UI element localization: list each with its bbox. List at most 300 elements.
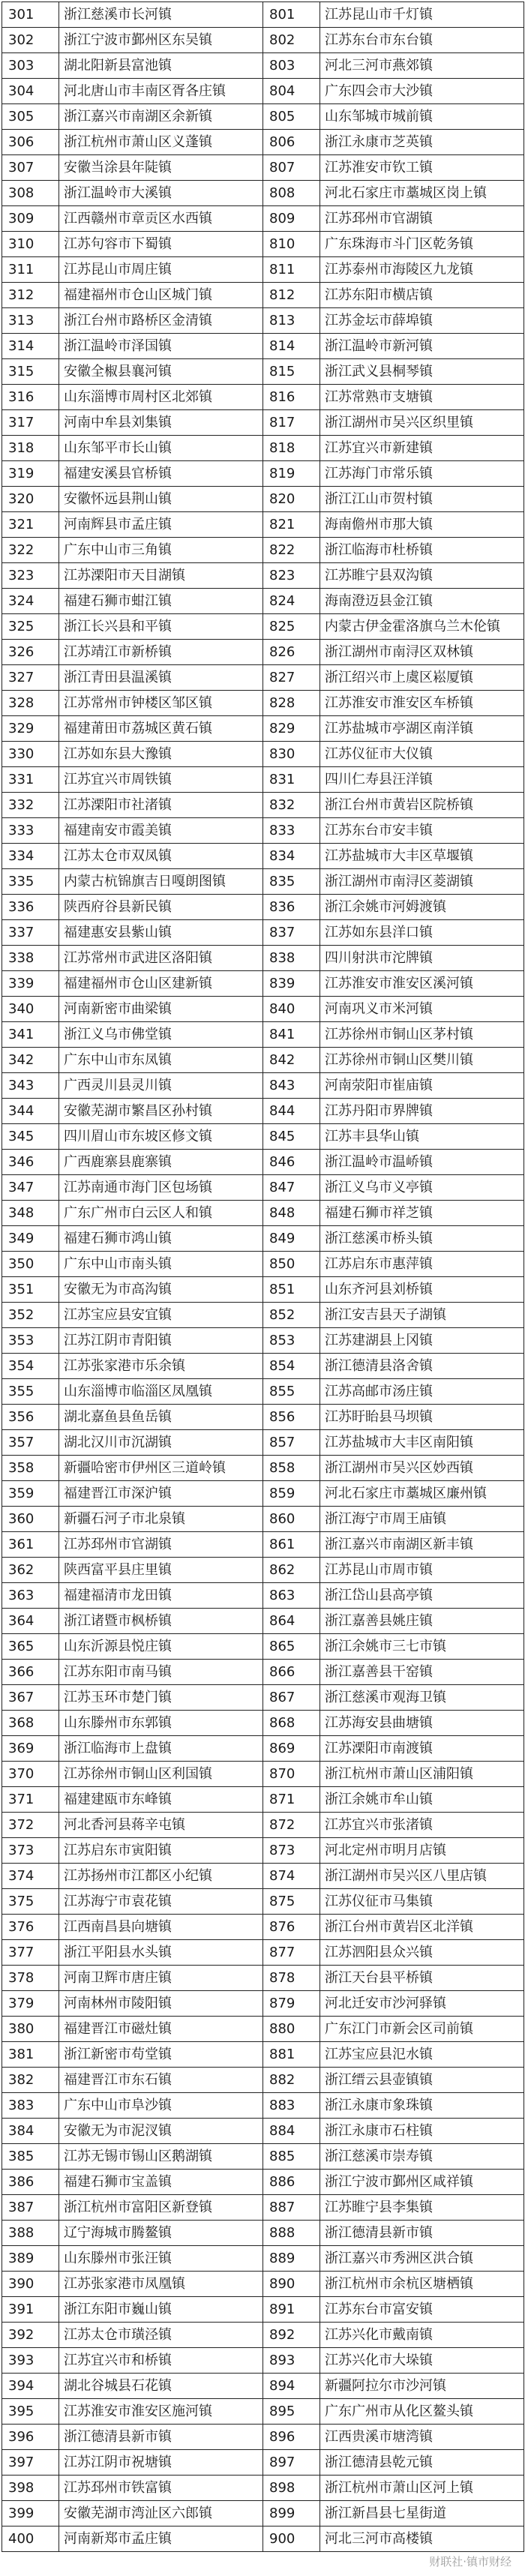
town-name-cell: 辽宁海城市腾鳌镇 [59,2221,263,2246]
town-name-cell: 浙江德清县洛舍镇 [320,1354,524,1379]
rank-cell: 881 [263,2042,320,2068]
table-row [2,436,524,461]
town-name-cell: 江苏邳州市官湖镇 [59,1532,263,1558]
rank-cell: 832 [263,793,320,818]
table-row [2,716,524,742]
rank-cell: 894 [263,2374,320,2399]
town-name-cell: 福建建瓯市东峰镇 [59,1787,263,1813]
rank-cell: 840 [263,997,320,1022]
town-name-cell: 福建石狮市祥芝镇 [320,1201,524,1226]
rank-cell: 308 [2,181,59,206]
town-name-cell: 山东滕州市东郭镇 [59,1711,263,1736]
table-row [2,1124,524,1150]
rank-cell: 328 [2,691,59,716]
rank-cell: 375 [2,1889,59,1915]
table-row [2,589,524,614]
town-name-cell: 山东淄博市周村区北郊镇 [59,385,263,410]
table-row [2,232,524,257]
rank-cell: 864 [263,1609,320,1634]
rank-cell: 327 [2,665,59,691]
rank-cell: 877 [263,1940,320,1966]
rank-cell: 387 [2,2195,59,2221]
watermark: 财联社·镇市财经 [426,2553,514,2570]
table-row [2,1889,524,1915]
table-row [2,563,524,589]
rank-cell: 808 [263,181,320,206]
rank-cell: 817 [263,410,320,436]
rank-cell: 304 [2,79,59,104]
rank-cell: 315 [2,359,59,385]
town-name-cell: 江苏玉环市楚门镇 [59,1685,263,1711]
table-row [2,2093,524,2119]
town-name-cell: 浙江永康市芝英镇 [320,130,524,155]
rank-cell: 310 [2,232,59,257]
town-name-cell: 江苏启东市寅阳镇 [59,1838,263,1864]
town-name-cell: 江苏淮安市钦工镇 [320,155,524,181]
table-row [2,2476,524,2501]
town-name-cell: 江西贵溪市塘湾镇 [320,2425,524,2450]
table-row [2,691,524,716]
town-name-cell: 安徽怀远县荆山镇 [59,487,263,512]
rank-cell: 341 [2,1022,59,1048]
rank-cell: 396 [2,2425,59,2450]
table-row [2,1940,524,1966]
town-name-cell: 海南澄迈县金江镇 [320,589,524,614]
rank-cell: 353 [2,1328,59,1354]
town-name-cell: 浙江台州市黄岩区北洋镇 [320,1915,524,1940]
town-name-cell: 浙江湖州市南浔区双林镇 [320,640,524,665]
town-name-cell: 江苏常州市钟楼区邹区镇 [59,691,263,716]
rank-cell: 866 [263,1660,320,1685]
rank-cell: 358 [2,1456,59,1481]
rank-cell: 855 [263,1379,320,1405]
town-name-cell: 河北定州市明月店镇 [320,1838,524,1864]
rank-cell: 825 [263,614,320,640]
table-row [2,1813,524,1838]
rank-cell: 867 [263,1685,320,1711]
rank-cell: 804 [263,79,320,104]
rank-cell: 827 [263,665,320,691]
table-row [2,2195,524,2221]
rank-cell: 378 [2,1966,59,1991]
table-row [2,742,524,767]
table-row [2,1481,524,1507]
town-name-cell: 广东中山市三角镇 [59,538,263,563]
town-name-cell: 浙江宁波市鄞州区东吴镇 [59,28,263,53]
rank-cell: 863 [263,1583,320,1609]
rank-cell: 394 [2,2374,59,2399]
rank-cell: 848 [263,1201,320,1226]
rank-cell: 886 [263,2170,320,2195]
table-row [2,1583,524,1609]
table-row [2,181,524,206]
table-row [2,1430,524,1456]
town-name-cell: 江苏仪征市大仪镇 [320,742,524,767]
table-row [2,1252,524,1277]
town-name-cell: 河南新郑市孟庄镇 [59,2527,263,2552]
town-name-cell: 陕西富平县庄里镇 [59,1558,263,1583]
rank-cell: 842 [263,1048,320,1073]
table-row [2,206,524,232]
table-row [2,28,524,53]
town-name-cell: 浙江杭州市富阳区新登镇 [59,2195,263,2221]
rank-cell: 815 [263,359,320,385]
rank-cell: 329 [2,716,59,742]
table-row [2,2323,524,2348]
town-name-cell: 广东广州市从化区鳌头镇 [320,2399,524,2425]
town-name-cell: 山东齐河县刘桥镇 [320,1277,524,1303]
town-name-cell: 广西灵川县灵川镇 [59,1073,263,1099]
table-row [2,1685,524,1711]
rank-cell: 398 [2,2476,59,2501]
table-row [2,79,524,104]
rank-cell: 822 [263,538,320,563]
rank-cell: 363 [2,1583,59,1609]
town-name-cell: 陕西府谷县新民镇 [59,895,263,920]
rank-cell: 381 [2,2042,59,2068]
town-name-cell: 浙江杭州市萧山区浦阳镇 [320,1762,524,1787]
town-name-cell: 江苏丹阳市界牌镇 [320,1099,524,1124]
rank-cell: 851 [263,1277,320,1303]
town-name-cell: 江苏启东市惠萍镇 [320,1252,524,1277]
rank-cell: 397 [2,2450,59,2476]
rank-cell: 826 [263,640,320,665]
table-row [2,283,524,308]
table-row [2,2221,524,2246]
town-name-cell: 江苏太仓市双凤镇 [59,844,263,869]
town-name-cell: 河南巩义市米河镇 [320,997,524,1022]
town-name-cell: 江苏如东县大豫镇 [59,742,263,767]
table-row [2,767,524,793]
town-name-cell: 浙江义乌市佛堂镇 [59,1022,263,1048]
rank-cell: 390 [2,2272,59,2297]
rank-cell: 393 [2,2348,59,2374]
town-name-cell: 安徽无为市泥汊镇 [59,2119,263,2144]
town-name-cell: 浙江缙云县壶镇镇 [320,2068,524,2093]
rank-cell: 399 [2,2501,59,2527]
table-row [2,130,524,155]
rank-cell: 345 [2,1124,59,1150]
table-row [2,2144,524,2170]
town-name-cell: 江苏泰州市海陵区九龙镇 [320,257,524,283]
rank-cell: 309 [2,206,59,232]
rank-cell: 320 [2,487,59,512]
town-name-cell: 浙江天台县平桥镇 [320,1966,524,1991]
town-name-cell: 福建石狮市鸿山镇 [59,1226,263,1252]
rank-cell: 317 [2,410,59,436]
rank-cell: 348 [2,1201,59,1226]
table-row [2,1048,524,1073]
table-row [2,2042,524,2068]
rank-cell: 324 [2,589,59,614]
town-name-cell: 山东邹城市城前镇 [320,104,524,130]
town-name-cell: 浙江慈溪市观海卫镇 [320,1685,524,1711]
table-row [2,2527,524,2552]
rank-cell: 889 [263,2246,320,2272]
rank-cell: 892 [263,2323,320,2348]
town-name-cell: 浙江台州市路桥区金清镇 [59,308,263,334]
town-name-cell: 浙江温岭市温峤镇 [320,1150,524,1175]
town-name-cell: 新疆石河子市北泉镇 [59,1507,263,1532]
town-name-cell: 浙江杭州市萧山区义蓬镇 [59,130,263,155]
town-name-cell: 浙江海宁市周王庙镇 [320,1507,524,1532]
town-name-cell: 河北唐山市丰南区胥各庄镇 [59,79,263,104]
town-name-cell: 河北三河市高楼镇 [320,2527,524,2552]
rank-cell: 356 [2,1405,59,1430]
rank-cell: 801 [263,2,320,28]
town-name-cell: 江苏宜兴市张渚镇 [320,1813,524,1838]
town-name-cell: 广东广州市白云区人和镇 [59,1201,263,1226]
town-name-cell: 安徽无为市高沟镇 [59,1277,263,1303]
table-row [2,1175,524,1201]
table-row [2,461,524,487]
town-name-cell: 江苏靖江市新桥镇 [59,640,263,665]
rank-cell: 352 [2,1303,59,1328]
table-row [2,614,524,640]
table-row [2,104,524,130]
rank-cell: 831 [263,767,320,793]
town-name-cell: 江苏宝应县氾水镇 [320,2042,524,2068]
rank-cell: 878 [263,1966,320,1991]
town-name-cell: 浙江嘉善县姚庄镇 [320,1609,524,1634]
town-name-cell: 浙江青田县温溪镇 [59,665,263,691]
rank-cell: 820 [263,487,320,512]
town-name-cell: 河北迁安市沙河驿镇 [320,1991,524,2017]
rank-cell: 818 [263,436,320,461]
rank-cell: 833 [263,818,320,844]
town-name-cell: 浙江温岭市泽国镇 [59,334,263,359]
rank-cell: 805 [263,104,320,130]
rank-cell: 830 [263,742,320,767]
rank-cell: 899 [263,2501,320,2527]
town-name-cell: 江苏宜兴市新建镇 [320,436,524,461]
rank-cell: 346 [2,1150,59,1175]
rank-cell: 811 [263,257,320,283]
town-name-cell: 江苏建湖县上冈镇 [320,1328,524,1354]
rank-cell: 837 [263,920,320,946]
rank-cell: 332 [2,793,59,818]
rank-cell: 872 [263,1813,320,1838]
rank-cell: 857 [263,1430,320,1456]
table-row [2,2399,524,2425]
rank-cell: 865 [263,1634,320,1660]
rank-cell: 330 [2,742,59,767]
town-name-cell: 江苏东阳市横店镇 [320,283,524,308]
ranking-table [2,1,524,2552]
town-name-cell: 浙江湖州市吴兴区织里镇 [320,410,524,436]
town-name-cell: 江苏邳州市官湖镇 [320,206,524,232]
town-name-cell: 江苏昆山市千灯镇 [320,2,524,28]
rank-cell: 880 [263,2017,320,2042]
rank-cell: 331 [2,767,59,793]
town-name-cell: 河北香河县蒋辛屯镇 [59,1813,263,1838]
rank-cell: 351 [2,1277,59,1303]
town-name-cell: 浙江德清县新市镇 [59,2425,263,2450]
rank-cell: 882 [263,2068,320,2093]
rank-cell: 312 [2,283,59,308]
rank-cell: 374 [2,1864,59,1889]
rank-cell: 821 [263,512,320,538]
town-name-cell: 江苏兴化市戴南镇 [320,2323,524,2348]
town-name-cell: 江苏句容市下蜀镇 [59,232,263,257]
table-row [2,665,524,691]
town-name-cell: 河南荥阳市崔庙镇 [320,1073,524,1099]
town-name-cell: 江苏兴化市大垛镇 [320,2348,524,2374]
table-row [2,1150,524,1175]
town-name-cell: 江苏睢宁县双沟镇 [320,563,524,589]
rank-cell: 384 [2,2119,59,2144]
town-name-cell: 浙江台州市黄岩区院桥镇 [320,793,524,818]
table-row [2,793,524,818]
town-name-cell: 浙江平阳县水头镇 [59,1940,263,1966]
rank-cell: 841 [263,1022,320,1048]
town-name-cell: 海南儋州市那大镇 [320,512,524,538]
town-name-cell: 江苏无锡市锡山区鹅湖镇 [59,2144,263,2170]
town-name-cell: 江苏溧阳市南渡镇 [320,1736,524,1762]
table-row [2,334,524,359]
town-name-cell: 江苏淮安市淮安区施河镇 [59,2399,263,2425]
town-name-cell: 广东中山市东凤镇 [59,1048,263,1073]
town-name-cell: 安徽当涂县年陡镇 [59,155,263,181]
rank-cell: 383 [2,2093,59,2119]
town-name-cell: 江苏昆山市周市镇 [320,1558,524,1583]
town-name-cell: 江苏睢宁县李集镇 [320,2195,524,2221]
table-row [2,946,524,971]
town-name-cell: 江苏盐城市大丰区草堰镇 [320,844,524,869]
town-name-cell: 湖北阳新县富池镇 [59,53,263,79]
rank-cell: 343 [2,1073,59,1099]
town-name-cell: 河北石家庄市藁城区廉州镇 [320,1481,524,1507]
table-row [2,410,524,436]
town-name-cell: 浙江嘉兴市秀洲区洪合镇 [320,2246,524,2272]
rank-cell: 810 [263,232,320,257]
town-name-cell: 江苏常州市武进区洛阳镇 [59,946,263,971]
rank-cell: 898 [263,2476,320,2501]
rank-cell: 891 [263,2297,320,2323]
rank-cell: 321 [2,512,59,538]
rank-cell: 846 [263,1150,320,1175]
town-name-cell: 浙江温岭市大溪镇 [59,181,263,206]
town-name-cell: 广东江门市新会区司前镇 [320,2017,524,2042]
town-name-cell: 江苏常熟市支塘镇 [320,385,524,410]
table-row [2,1838,524,1864]
town-name-cell: 江苏邳州市铁富镇 [59,2476,263,2501]
rank-cell: 844 [263,1099,320,1124]
rank-cell: 325 [2,614,59,640]
rank-cell: 342 [2,1048,59,1073]
table-row [2,2450,524,2476]
town-name-cell: 浙江嘉兴市南湖区新丰镇 [320,1532,524,1558]
rank-cell: 819 [263,461,320,487]
rank-cell: 869 [263,1736,320,1762]
rank-cell: 884 [263,2119,320,2144]
town-name-cell: 河北石家庄市藁城区岗上镇 [320,181,524,206]
rank-cell: 376 [2,1915,59,1940]
rank-cell: 360 [2,1507,59,1532]
town-name-cell: 河南新密市曲梁镇 [59,997,263,1022]
rank-cell: 388 [2,2221,59,2246]
rank-cell: 339 [2,971,59,997]
rank-cell: 897 [263,2450,320,2476]
town-name-cell: 浙江新昌县七星街道 [320,2501,524,2527]
rank-cell: 369 [2,1736,59,1762]
table-row [2,1277,524,1303]
town-name-cell: 广东四会市大沙镇 [320,79,524,104]
rank-cell: 834 [263,844,320,869]
rank-cell: 364 [2,1609,59,1634]
town-name-cell: 江苏南通市海门区包场镇 [59,1175,263,1201]
rank-cell: 336 [2,895,59,920]
table-row [2,1303,524,1328]
table-row [2,1405,524,1430]
rank-cell: 838 [263,946,320,971]
town-name-cell: 河南中牟县刘集镇 [59,410,263,436]
rank-cell: 879 [263,1991,320,2017]
rank-cell: 334 [2,844,59,869]
town-name-cell: 江苏东台市安丰镇 [320,818,524,844]
town-name-cell: 江苏东台市富安镇 [320,2297,524,2323]
rank-cell: 386 [2,2170,59,2195]
rank-cell: 385 [2,2144,59,2170]
rank-cell: 380 [2,2017,59,2042]
table-row [2,2501,524,2527]
rank-cell: 876 [263,1915,320,1940]
town-name-cell: 江苏淮安市淮安区车桥镇 [320,691,524,716]
town-name-cell: 江苏高邮市汤庄镇 [320,1379,524,1405]
town-name-cell: 浙江江山市贺村镇 [320,487,524,512]
town-name-cell: 河南林州市陵阳镇 [59,1991,263,2017]
town-name-cell: 江苏东台市东台镇 [320,28,524,53]
table-row [2,1991,524,2017]
rank-cell: 338 [2,946,59,971]
rank-cell: 885 [263,2144,320,2170]
town-name-cell: 江苏溧阳市天目湖镇 [59,563,263,589]
table-row [2,2425,524,2450]
table-row [2,385,524,410]
town-name-cell: 广东中山市阜沙镇 [59,2093,263,2119]
town-name-cell: 新疆哈密市伊州区三道岭镇 [59,1456,263,1481]
rank-cell: 847 [263,1175,320,1201]
table-row [2,1354,524,1379]
town-name-cell: 浙江临海市上盘镇 [59,1736,263,1762]
town-name-cell: 福建石狮市宝盖镇 [59,2170,263,2195]
rank-cell: 816 [263,385,320,410]
table-row [2,1073,524,1099]
rank-cell: 875 [263,1889,320,1915]
town-name-cell: 江苏宝应县安宜镇 [59,1303,263,1328]
town-name-cell: 浙江永康市象珠镇 [320,2093,524,2119]
rank-cell: 843 [263,1073,320,1099]
rank-cell: 337 [2,920,59,946]
table-row [2,1099,524,1124]
town-name-cell: 江苏江阴市祝塘镇 [59,2450,263,2476]
rank-cell: 807 [263,155,320,181]
rank-cell: 874 [263,1864,320,1889]
town-name-cell: 浙江宁波市鄞州区咸祥镇 [320,2170,524,2195]
table-row [2,1711,524,1736]
rank-cell: 323 [2,563,59,589]
town-name-cell: 浙江岱山县高亭镇 [320,1583,524,1609]
rank-cell: 372 [2,1813,59,1838]
town-name-cell: 浙江永康市石柱镇 [320,2119,524,2144]
rank-cell: 871 [263,1787,320,1813]
town-name-cell: 浙江义乌市义亭镇 [320,1175,524,1201]
table-row [2,2170,524,2195]
rank-cell: 395 [2,2399,59,2425]
rank-cell: 849 [263,1226,320,1252]
table-row [2,1660,524,1685]
town-name-cell: 江苏宜兴市和桥镇 [59,2348,263,2374]
